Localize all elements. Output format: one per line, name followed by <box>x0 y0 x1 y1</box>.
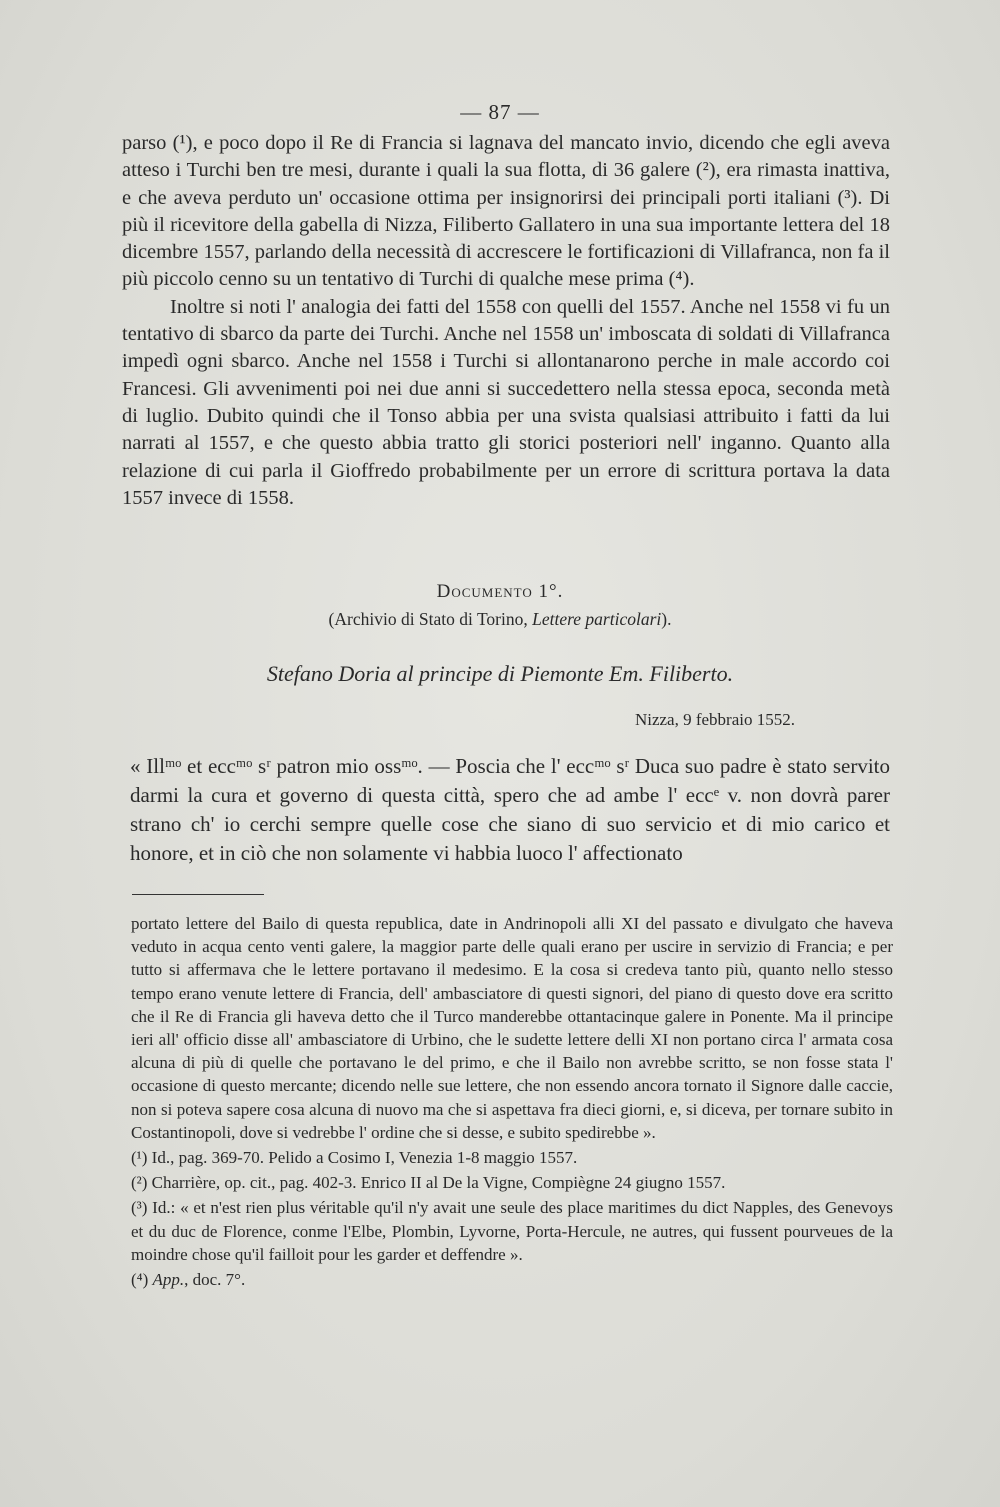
footnote-1: (¹) Id., pag. 369-70. Pelido a Cosimo I, Venezia 1-8 maggio 1557. <box>131 1148 578 1168</box>
document-source-title: Lettere particolari <box>532 609 662 629</box>
document-source-suffix: ). <box>661 609 672 629</box>
footnotes <box>131 912 893 1291</box>
document-source-prefix: (Archivio di Stato di Torino, <box>328 609 533 629</box>
document-date: Nizza, 9 febbraio 1552. <box>634 710 795 729</box>
footnote-divider <box>132 894 264 895</box>
letter-paragraph: « Illᵐᵒ et eccᵐᵒ sʳ patron mio ossᵐᵒ. — Poscia che l' eccᵐᵒ sʳ Duca suo padre è stato servito darmi la cura et governo di questa città, spero che ad ambe l' eccᵉ v. non dovrà parer strano ch' io cerchi sempre quelle cose che siano di suo servicio et di mio carico et honore, et in ciò che non solamente vi habbia luoco l' affectionato <box>130 754 890 865</box>
paragraph-1: parso (¹), e poco dopo il Re di Francia si lagnava del mancato invio, dicendo che egli aveva atteso i Turchi ben tre mesi, durante i quali la sua flotta, di 36 galere (²), era rimasta inattiva, e che aveva perduto un' occasione ottima per insignorirsi dei principali porti italiani (³). Di più il ricevitore della gabella di Nizza, Filiberto Gallatero in una sua importante lettera del 18 dicembre 1557, parlando della necessità di accrescere le fortificazioni di Villafranca, non fa il più piccolo cenno su un tentativo di Turchi di qualche mese prima (⁴). <box>122 132 890 291</box>
footnote-4-rest: , doc. 7°. <box>184 1270 246 1290</box>
paragraph-2: Inoltre si noti l' analogia dei fatti del 1558 con quelli del 1557. Anche nel 1558 vi fu un tentativo di sbarco da parte dei Turchi. Anche nel 1558 un' imboscata di soldati di Villafranca impedì ogni sbarco. Anche nel 1558 i Turchi si allontanarono perche in male accordo coi Francesi. Gli avvenimenti poi nei due anni si succedettero nella stessa epoca, seconda metà di luglio. Dubito quindi che il Tonso abbia per una svista qualsiasi attribuito i fatti da lui narrati al 1557, e che questo abbia tratto gli storici posteriori nell' inganno. Quanto alla relazione di cui parla il Gioffredo probabilmente per un errore di scrittura portava la data 1557 invece di 1558. <box>122 295 890 509</box>
main-text <box>122 130 890 512</box>
footnote-4 <box>131 1268 893 1291</box>
page-number: — 87 — <box>460 100 540 124</box>
footnote-4-ref: App. <box>152 1270 185 1290</box>
document-title: Stefano Doria al principe di Piemonte Em. Filiberto. <box>266 661 734 686</box>
footnote-2: (²) Charrière, op. cit., pag. 402-3. Enrico II al De la Vigne, Compiègne 24 giugno 1557. <box>131 1173 726 1193</box>
footnote-4-number: (⁴) <box>131 1270 149 1290</box>
document-heading: Documento 1°. <box>436 581 564 602</box>
document-source <box>0 609 1000 630</box>
footnote-3: (³) Id.: « et n'est rien plus véritable qu'il n'y avait une seule des place maritimes du dict Napples, des Genevoys et du duc de Florence, conme l'Elbe, Plombin, Lyvorne, Porta-Hercule, ne autres, qui fussent pourveues de la moindre chose qu'il failloit pour les garder et deffendre ». <box>131 1198 893 1264</box>
letter-text <box>130 752 890 868</box>
footnote-continuation: portato lettere del Bailo di questa republica, date in Andrinopoli alli XI del passato e divulgato che haveva veduto in acqua cento venti galere, la maggior parte delle quali erano per uscire in servizio di Francia; e per tutto si affermava che le lettere portavano il medesimo. E la cosa si credeva tanto più, quanto nello stesso tempo erano venute lettere di Francia, dell' ambasciatore di questi signori, del piano di questo dove era scritto che il Re di Francia gli haveva detto che il Turco manderebbe ottantacinque galere in Ponente. Ma il principe ieri all' officio disse all' ambasciatore di Urbino, che le sudette lettere delli XI non portano circa l' armata cosa alcuna di più di quelle che portavano le del primo, e che il Bailo non avrebbe scritto, se non fosse stata l' occasione di questo mercante; dicendo nelle sue lettere, che non essendo ancora tornato il Signore dalle caccie, non si poteva sapere cosa alcuna di nuovo ma che si aspettava fra dieci giorni, e, si diceva, per tornare subito in Costantinopoli, dove si vedrebbe l' ordine che si desse, e subito spedirebbe ». <box>131 914 893 1142</box>
